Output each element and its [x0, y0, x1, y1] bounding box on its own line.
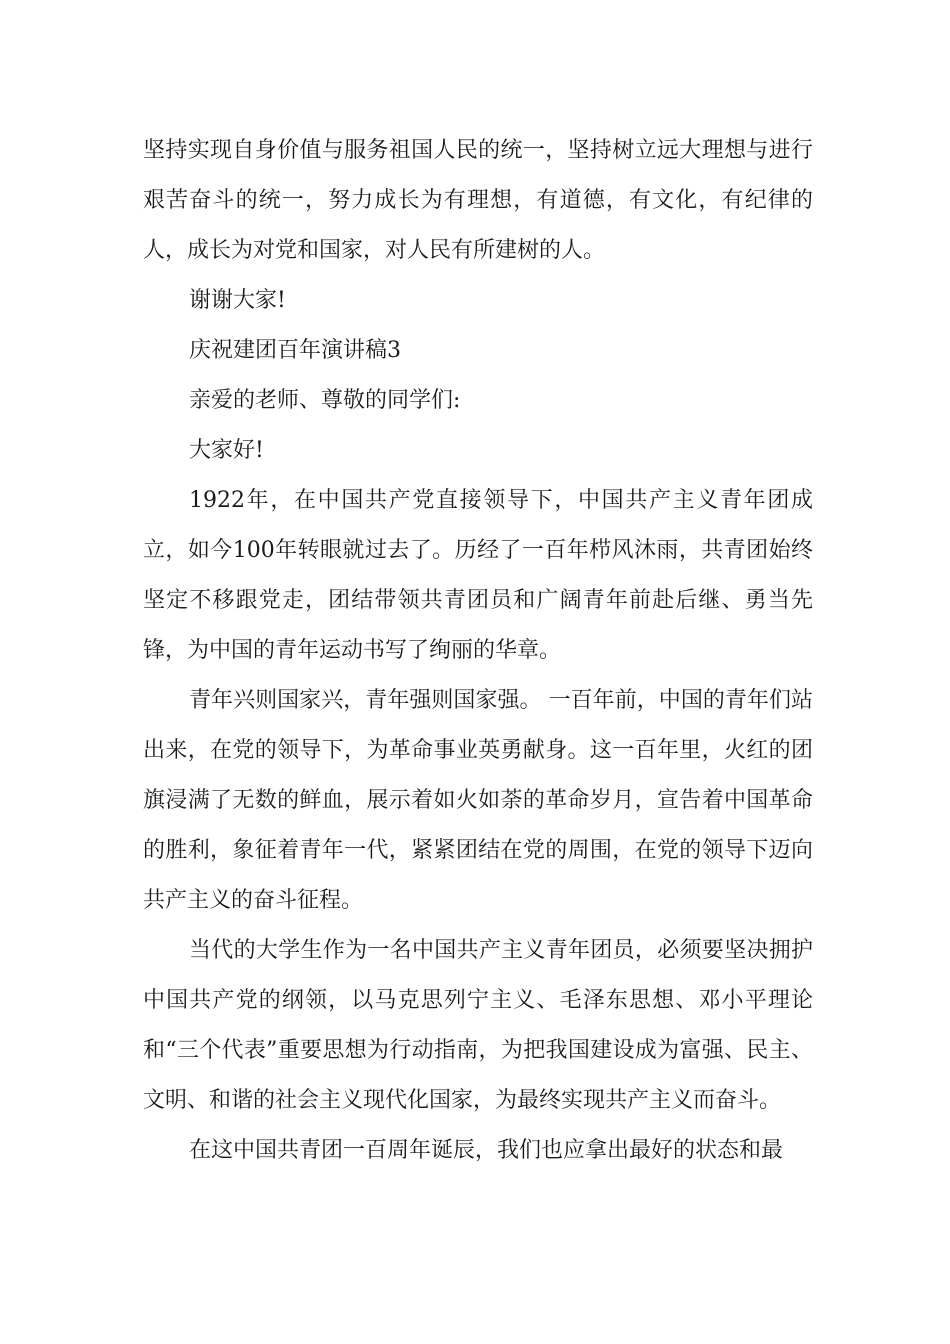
greeting: 大家好! [189, 438, 264, 463]
paragraph: 当代的大学生作为一名中国共产主义青年团员，必须要坚决拥护中国共产党的纲领，以马克思列宁主义、毛泽东思想、邓小平理论和“三个代表”重要思想为行动指南，为把我国建设成为富强、民主、文明、和谐的社会主义现代化国家，为最终实现共产主义而奋斗。 [143, 938, 813, 1113]
paragraph: 1922年，在中国共产党直接领导下，中国共产主义青年团成立，如今100年转眼就过去了。历经了一百年栉风沐雨，共青团始终坚定不移跟党走，团结带领共青团员和广阔青年前赴后继、勇当先锋，为中国的青年运动书写了绚丽的华章。 [143, 488, 813, 663]
paragraph: 谢谢大家! [189, 288, 286, 313]
paragraph: 坚持实现自身价值与服务祖国人民的统一，坚持树立远大理想与进行艰苦奋斗的统一，努力成长为有理想，有道德，有文化，有纪律的人，成长为对党和国家，对人民有所建树的人。 [143, 138, 813, 263]
paragraph: 青年兴则国家兴，青年强则国家强。 一百年前，中国的青年们站出来，在党的领导下，为革命事业英勇献身。这一百年里，火红的团旗浸满了无数的鲜血，展示着如火如荼的革命岁月，宣告着中国革命的胜利，象征着青年一代，紧紧团结在党的周围，在党的领导下迈向共产主义的奋斗征程。 [143, 688, 813, 913]
document-body [143, 126, 813, 1176]
section-heading: 庆祝建团百年演讲稿3 [189, 338, 401, 363]
paragraph: 在这中国共青团一百周年诞辰，我们也应拿出最好的状态和最 [189, 1138, 784, 1163]
salutation: 亲爱的老师、尊敬的同学们: [189, 388, 461, 413]
